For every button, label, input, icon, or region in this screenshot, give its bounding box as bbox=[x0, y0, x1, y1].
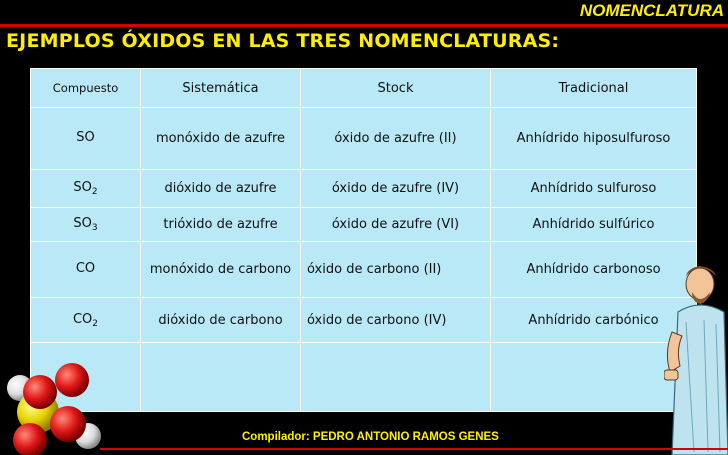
table-row bbox=[31, 298, 697, 343]
table-empty-row bbox=[31, 343, 697, 412]
cell-sistematica: monóxido de carbono bbox=[141, 242, 301, 298]
table-row bbox=[31, 170, 697, 208]
cell-formula: $SO_3$ bbox=[31, 208, 141, 242]
cell-stock: óxido de azufre (II) bbox=[301, 108, 491, 170]
cell-formula: $SO_2$ bbox=[31, 170, 141, 208]
cell-stock: óxido de azufre (VI) bbox=[301, 208, 491, 242]
cell-stock: óxido de carbono (II) bbox=[301, 242, 491, 298]
slide-title: EJEMPLOS ÓXIDOS EN LAS TRES NOMENCLATURAS: bbox=[6, 30, 560, 52]
cell-sistematica: dióxido de carbono bbox=[141, 298, 301, 343]
top-bar bbox=[0, 0, 728, 24]
cell-formula: SO bbox=[31, 108, 141, 170]
cell-tradicional: Anhídrido sulfuroso bbox=[491, 170, 697, 208]
cell-tradicional: Anhídrido hiposulfuroso bbox=[491, 108, 697, 170]
header-compuesto: Compuesto bbox=[31, 69, 141, 108]
table-row bbox=[31, 242, 697, 298]
cell-sistematica: monóxido de azufre bbox=[141, 108, 301, 170]
oxides-table bbox=[30, 68, 697, 412]
cell-tradicional: Anhídrido carbónico bbox=[491, 298, 697, 343]
header-stock: Stock bbox=[301, 69, 491, 108]
philosopher-figure-icon bbox=[664, 262, 728, 455]
cell-stock: óxido de carbono (IV) bbox=[301, 298, 491, 343]
header-sistematica: Sistemática bbox=[141, 69, 301, 108]
table-row bbox=[31, 208, 697, 242]
footer-credit: Compilador: PEDRO ANTONIO RAMOS GENES bbox=[242, 431, 499, 443]
section-title: NOMENCLATURA bbox=[579, 1, 724, 20]
cell-tradicional: Anhídrido carbonoso bbox=[491, 242, 697, 298]
cell-sistematica: dióxido de azufre bbox=[141, 170, 301, 208]
top-divider bbox=[0, 24, 728, 27]
cell-stock: óxido de azufre (IV) bbox=[301, 170, 491, 208]
cell-tradicional: Anhídrido sulfúrico bbox=[491, 208, 697, 242]
cell-formula: $CO_2$ bbox=[31, 298, 141, 343]
table-header-row bbox=[31, 69, 697, 108]
bottom-divider bbox=[100, 448, 728, 450]
header-tradicional: Tradicional bbox=[491, 69, 697, 108]
cell-sistematica: trióxido de azufre bbox=[141, 208, 301, 242]
molecule-icon bbox=[0, 350, 120, 455]
cell-formula: CO bbox=[31, 242, 141, 298]
table-row bbox=[31, 108, 697, 170]
